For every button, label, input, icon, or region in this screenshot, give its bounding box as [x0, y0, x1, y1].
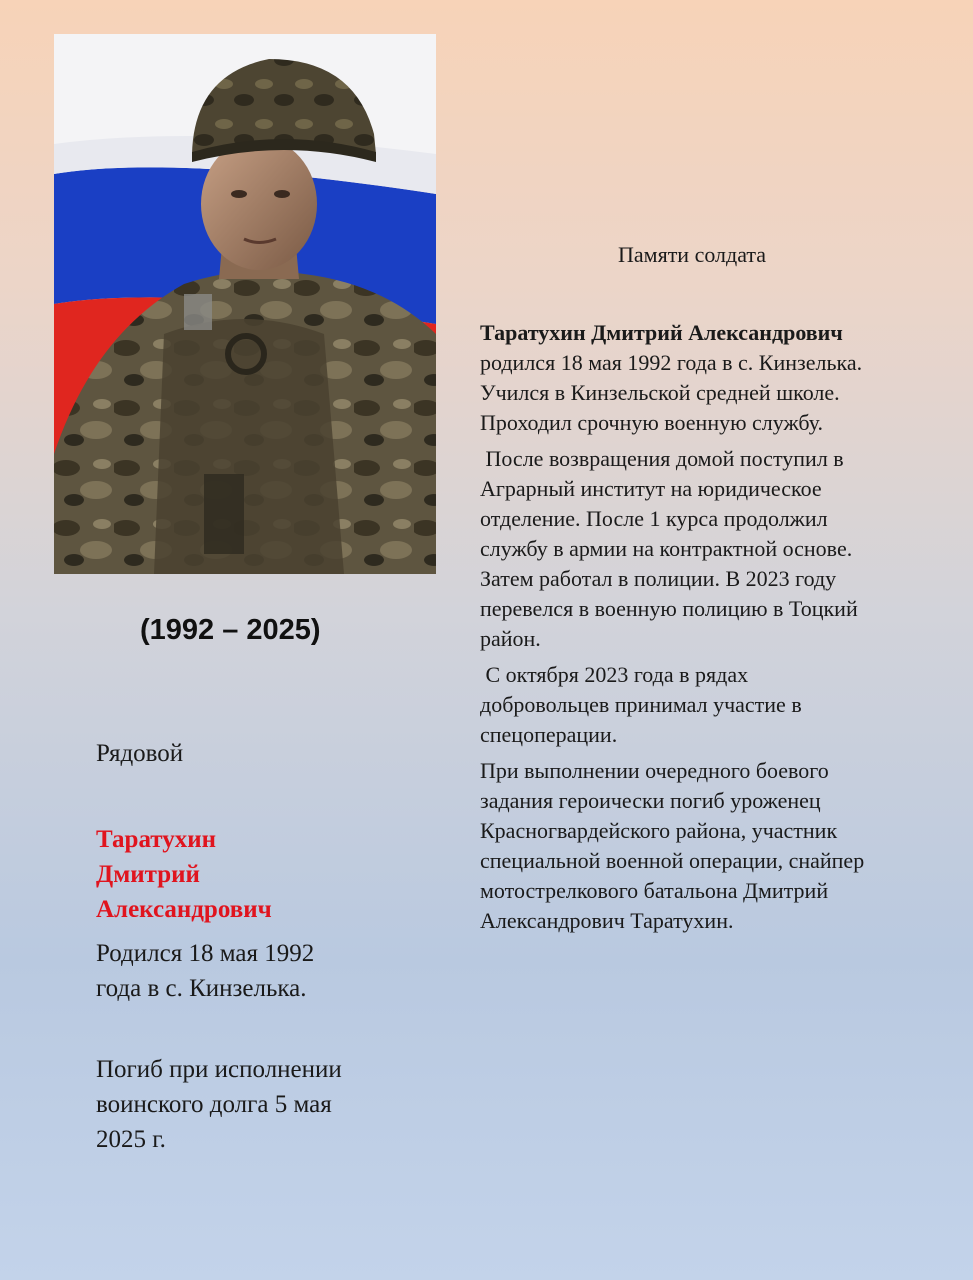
bio-p2-line: После возвращения домой поступил в [480, 446, 844, 471]
soldier-portrait [54, 34, 436, 574]
memorial-title: Памяти солдата [618, 242, 767, 267]
patronymic: Александрович [96, 896, 272, 923]
bio-p2-line: район. [480, 626, 541, 651]
soldier-name-red [96, 822, 272, 927]
bio-p2-line: службу в армии на контрактной основе. [480, 536, 853, 561]
bio-p2-line: Аграрный институт на юридическое [480, 476, 822, 501]
bio-paragraph-4 [480, 756, 950, 936]
bio-p3-line: С октября 2023 года в рядах [480, 662, 749, 687]
bio-p3-line: добровольцев принимал участие в [480, 692, 802, 717]
bio-p4-line: Красногвардейского района, участник [480, 818, 838, 843]
death-line-1: Погиб при исполнении [96, 1056, 342, 1083]
bio-p2-line: Затем работал в полиции. В 2023 году [480, 566, 837, 591]
death-line-2: воинского долга 5 мая [96, 1091, 332, 1118]
death-line-3: 2025 г. [96, 1126, 166, 1153]
first-name: Дмитрий [96, 861, 200, 888]
bio-name: Таратухин Дмитрий Александрович [480, 320, 843, 345]
surname: Таратухин [96, 826, 217, 853]
bio-p2-line: перевелся в военную полицию в Тоцкий [480, 596, 858, 621]
death-info [96, 1052, 396, 1157]
bio-p1-line: родился 18 мая 1992 года в с. Кинзелька. [480, 350, 863, 375]
bio-p2-line: отделение. После 1 курса продолжил [480, 506, 828, 531]
bio-paragraph-3 [480, 660, 950, 750]
bio-p4-line: специальной военной операции, снайпер [480, 848, 865, 873]
bio-p4-line: Александрович Таратухин. [480, 908, 734, 933]
biography [480, 318, 950, 942]
soldier-photo-image [54, 34, 436, 574]
bio-p4-line: мотострелкового батальона Дмитрий [480, 878, 829, 903]
bio-p3-line: спецоперации. [480, 722, 618, 747]
birth-line-2: года в с. Кинзелька. [96, 975, 307, 1002]
bio-p4-line: При выполнении очередного боевого [480, 758, 829, 783]
birth-line-1: Родился 18 мая 1992 [96, 940, 315, 967]
life-years: (1992 – 2025) [140, 614, 321, 646]
bio-paragraph-2 [480, 444, 950, 654]
bio-p1-line: Проходил срочную военную службу. [480, 410, 824, 435]
bio-paragraph-1 [480, 318, 950, 438]
military-rank: Рядовой [96, 740, 184, 767]
bio-p4-line: задания героически погиб уроженец [480, 788, 821, 813]
birth-info [96, 936, 396, 1006]
bio-p1-line: Учился в Кинзельской средней школе. [480, 380, 840, 405]
